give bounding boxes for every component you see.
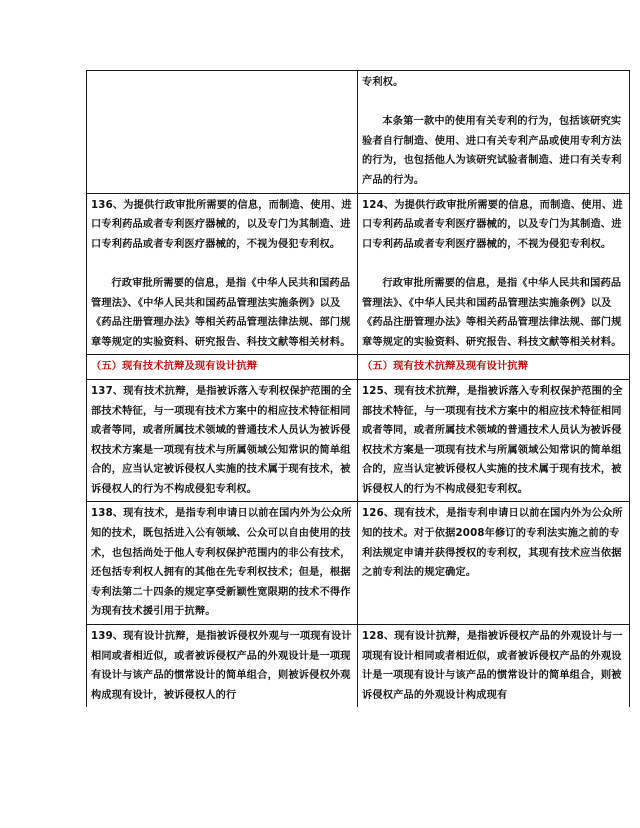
article-paragraph: 137、现有技术抗辩，是指被诉落入专利权保护范围的全部技术特征，与一项现有技术方案中的相应技术特征相同或者等同，或者所属技术领域的普通技术人员认为被诉侵权技术方案是一项现有技术与所属领域公知常识的简单组合的，应当认定被诉侵权人实施的技术属于现有技术，被诉侵权人的行为不构成侵犯专利权。 [91,385,352,495]
left-cell [87,71,358,194]
paragraph: 专利权。 [362,77,404,88]
section-heading-row [87,355,630,380]
right-cell [358,502,630,625]
paragraph: 行政审批所需要的信息，是指《中华人民共和国药品管理法》、《中华人民共和国药品管理法实施条例》以及《药品注册管理办法》等相关药品管理法律法规、部门规章等规定的实验资料、研究报告、科技文献等相关材料。 [91,277,351,348]
left-cell [87,193,358,355]
table-row [87,379,630,502]
paragraph-gap [362,254,625,274]
section-heading-left: （五）现有技术抗辩及现有设计抗辩 [87,355,358,380]
left-cell [87,379,358,502]
table-row [87,71,630,194]
paragraph-gap [362,93,625,113]
comparison-table [86,70,630,707]
right-cell [358,379,630,502]
left-cell [87,625,358,708]
table-row [87,625,630,708]
comparison-table-body [87,71,630,708]
section-heading-right: （五）现有技术抗辩及现有设计抗辩 [358,355,630,380]
paragraph: 本条第一款中的使用有关专利的行为，包括该研究实验者自行制造、使用、进口有关专利产品或使用专利方法的行为，也包括他人为该研究试验者制造、进口有关专利产品的行为。 [362,116,622,186]
article-paragraph: 126、现有技术，是指专利申请日以前在国内外为公众所知的技术。对于依据2008年修订的专利法实施之前的专利法规定申请并获得授权的专利权，其现有技术应当依据之前专利法的规定确定。 [362,508,623,579]
right-cell [358,193,630,355]
right-cell [358,625,630,708]
article-paragraph: 138、现有技术，是指专利申请日以前在国内外为公众所知的技术，既包括进入公有领域、公众可以自由使用的技术，也包括尚处于他人专利权保护范围内的非公有技术，还包括专利权人拥有的其他在先专利权技术；但是，根据专利法第二十四条的规定享受新颖性宽限期的技术不得作为现有技术援引用于抗辩。 [91,508,352,618]
article-paragraph: 128、现有设计抗辩，是指被诉侵权产品的外观设计与一项现有设计相同或者相近似，或者被诉侵权产品的外观设计是一项现有设计与该产品的惯常设计的简单组合，则被诉侵权产品的外观设计构成现有 [362,631,623,701]
left-cell [87,502,358,625]
table-row [87,193,630,355]
article-paragraph: 124、为提供行政审批所需要的信息，而制造、使用、进口专利药品或者专利医疗器械的，以及专门为其制造、进口专利药品或者专利医疗器械的，不视为侵犯专利权。 [362,199,623,250]
article-paragraph: 136、为提供行政审批所需要的信息，而制造、使用、进口专利药品或者专利医疗器械的，以及专门为其制造、进口专利药品或者专利医疗器械的，不视为侵犯专利权。 [91,199,352,250]
right-cell [358,71,630,194]
paragraph-gap [91,254,353,274]
article-paragraph: 125、现有技术抗辩，是指被诉落入专利权保护范围的全部技术特征，与一项现有技术方案中的相应技术特征相同或者等同，或者所属技术领域的普通技术人员认为被诉侵权技术方案是一项现有技术与所属领域公知常识的简单组合的，应当认定被诉侵权人实施的技术属于现有技术，被诉侵权人的行为不构成侵犯专利权。 [362,385,623,495]
paragraph: 行政审批所需要的信息，是指《中华人民共和国药品管理法》、《中华人民共和国药品管理法实施条例》以及《药品注册管理办法》等相关药品管理法律法规、部门规章等规定的实验资料、研究报告、科技文献等相关材料。 [362,277,622,348]
table-row [87,502,630,625]
article-paragraph: 139、现有设计抗辩，是指被诉侵权外观与一项现有设计相同或者相近似，或者被诉侵权产品的外观设计是一项现有设计与该产品的惯常设计的简单组合，则被诉侵权外观构成现有设计，被诉侵权人的行 [91,631,352,701]
